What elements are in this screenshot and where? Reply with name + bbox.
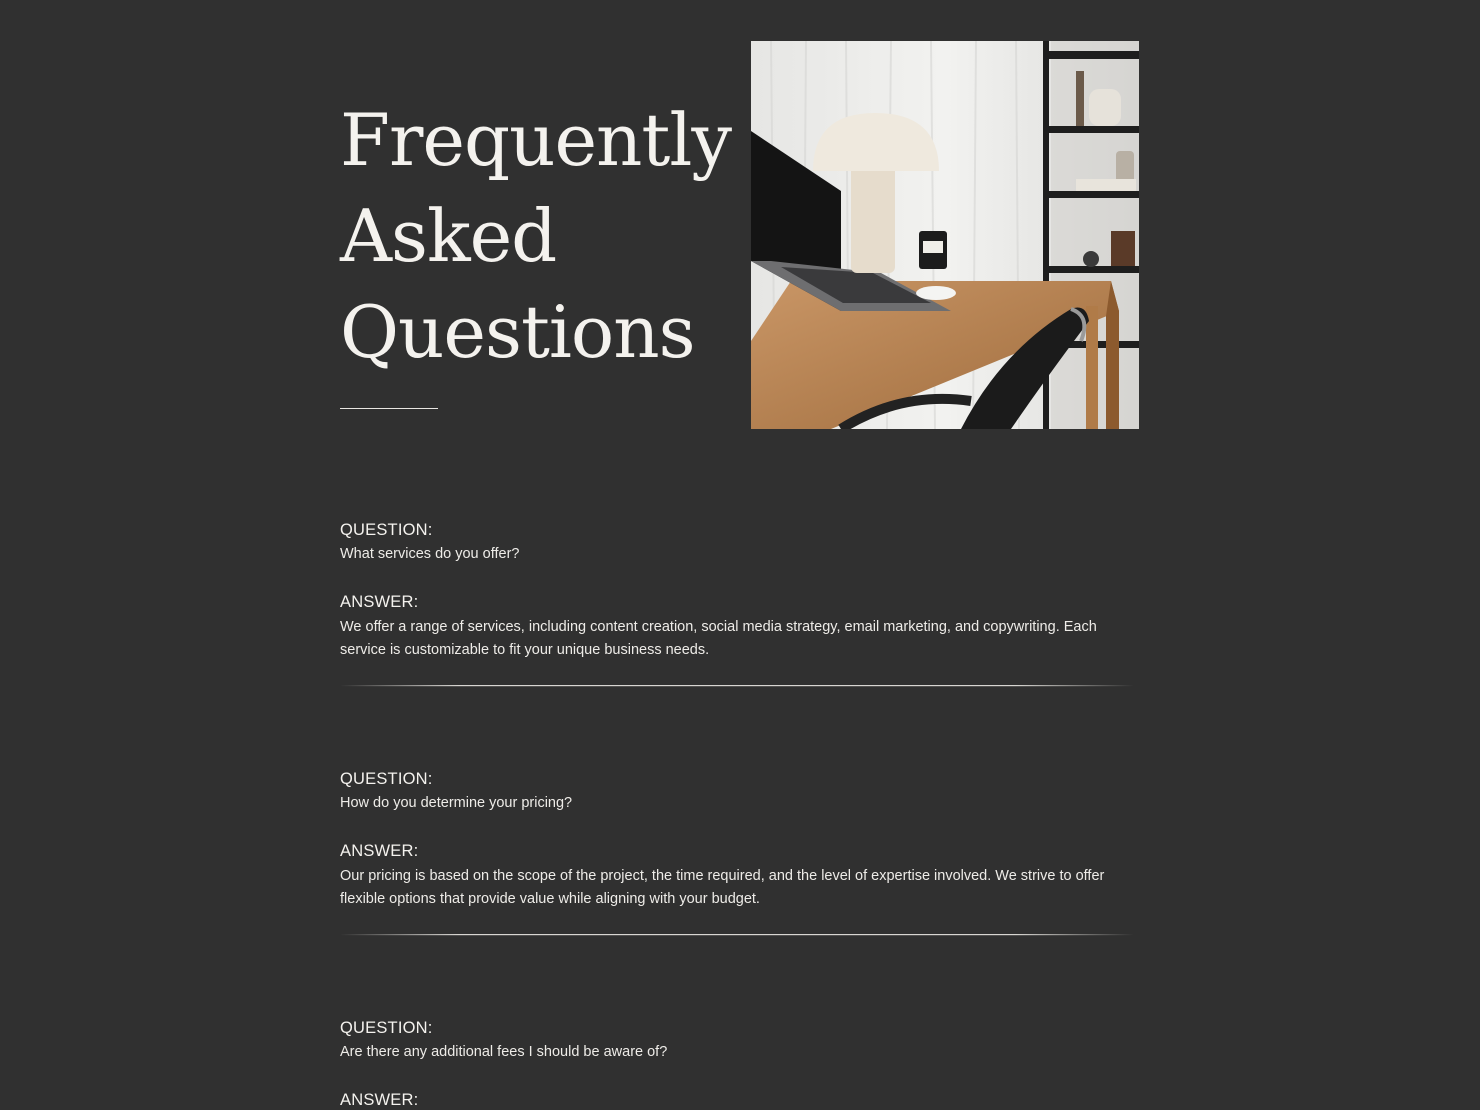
title-underline [340,408,438,409]
answer-label: ANSWER: [340,842,419,860]
question-text: What services do you offer? [340,546,520,562]
hero-photo [751,41,1139,429]
page-title-line-3: Questions [340,290,695,374]
answer-label: ANSWER: [340,1091,419,1109]
faq-item-2 [340,769,1140,911]
question-text: Are there any additional fees I should be aware of? [340,1044,668,1060]
answer-text: Our pricing is based on the scope of the project, the time required, and the level of expertise involved. We strive to offer flexible options that provide value while aligning with your budget. [340,868,1105,907]
page-title [340,92,731,380]
faq-divider [340,685,1134,687]
faq-item-1 [340,520,1140,662]
answer-text: We offer a range of services, including content creation, social media strategy, email marketing, and copywriting. Each service is customizable to fit your unique business needs. [340,619,1097,658]
question-text: How do you determine your pricing? [340,795,573,811]
question-label: QUESTION: [340,770,433,788]
answer-label: ANSWER: [340,593,419,611]
question-label: QUESTION: [340,521,433,539]
faq-item-3 [340,1018,1140,1110]
question-label: QUESTION: [340,1019,433,1037]
page-title-line-1: Frequently [340,98,732,182]
faq-divider [340,934,1134,936]
page-title-line-2: Asked [340,194,557,278]
office-desk-image [751,41,1139,429]
